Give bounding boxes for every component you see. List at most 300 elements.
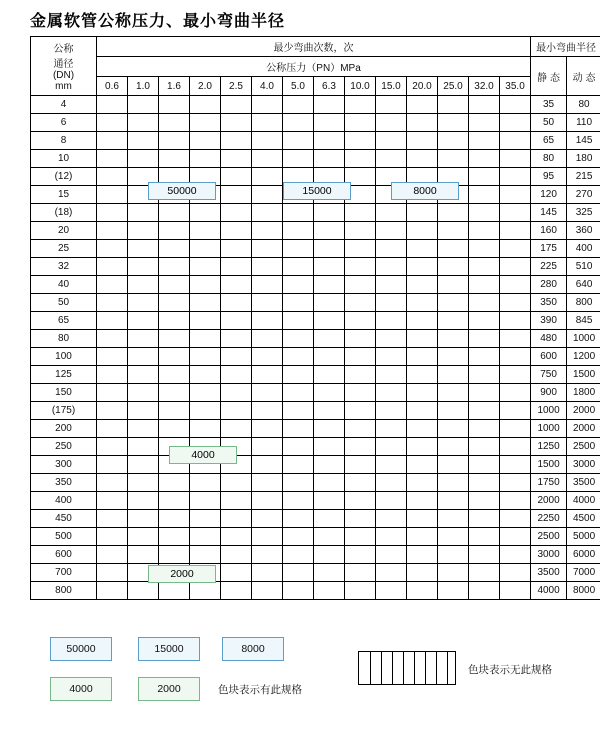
header-pn-8: 10.0 [345, 77, 376, 96]
cell-r0-c1 [128, 96, 159, 114]
cell-r8-c12 [469, 240, 500, 258]
cell-r0-c12 [469, 96, 500, 114]
cell-r23-c5 [252, 510, 283, 528]
cell-r25-c9 [376, 546, 407, 564]
table-row [31, 366, 600, 384]
header-pn-12: 32.0 [469, 77, 500, 96]
cell-r26-c12 [469, 564, 500, 582]
cell-r13-c2 [159, 330, 190, 348]
cell-r14-c6 [283, 348, 314, 366]
header-pn-11: 25.0 [438, 77, 469, 96]
cell-r25-c5 [252, 546, 283, 564]
row-dn-label: 400 [31, 492, 97, 510]
cell-r16-c2 [159, 384, 190, 402]
cell-r18-c13 [500, 420, 531, 438]
cell-r25-c12 [469, 546, 500, 564]
header-dn-line4: mm [55, 81, 72, 92]
cell-r12-c5 [252, 312, 283, 330]
table-row [31, 384, 600, 402]
cell-r17-c10 [407, 402, 438, 420]
cell-r12-c9 [376, 312, 407, 330]
cell-r22-c10 [407, 492, 438, 510]
cell-r6-c10 [407, 204, 438, 222]
header-pn-6: 5.0 [283, 77, 314, 96]
cell-r27-c3 [190, 582, 221, 600]
cell-r25-c4 [221, 546, 252, 564]
cell-r3-c10 [407, 150, 438, 168]
cell-r11-c10 [407, 294, 438, 312]
cell-r27-c4 [221, 582, 252, 600]
table-row [31, 456, 600, 474]
row-static-radius: 3000 [531, 546, 567, 564]
row-dn-label: 700 [31, 564, 97, 582]
row-dn-label: 65 [31, 312, 97, 330]
cell-r21-c1 [128, 474, 159, 492]
cell-r10-c4 [221, 276, 252, 294]
cell-r1-c2 [159, 114, 190, 132]
cell-r10-c6 [283, 276, 314, 294]
cell-r9-c4 [221, 258, 252, 276]
cell-r24-c13 [500, 528, 531, 546]
cell-r15-c1 [128, 366, 159, 384]
cell-r10-c10 [407, 276, 438, 294]
cell-r0-c2 [159, 96, 190, 114]
cell-r11-c1 [128, 294, 159, 312]
cell-r12-c10 [407, 312, 438, 330]
cell-r26-c0 [97, 564, 128, 582]
cell-r17-c1 [128, 402, 159, 420]
cell-r20-c12 [469, 456, 500, 474]
cell-r4-c0 [97, 168, 128, 186]
cell-r8-c3 [190, 240, 221, 258]
header-dn-cell [31, 37, 97, 96]
cell-r24-c1 [128, 528, 159, 546]
cell-r9-c6 [283, 258, 314, 276]
cell-r23-c10 [407, 510, 438, 528]
row-dynamic-radius: 180 [567, 150, 600, 168]
cell-r8-c10 [407, 240, 438, 258]
cell-r2-c10 [407, 132, 438, 150]
row-dynamic-radius: 5000 [567, 528, 600, 546]
row-static-radius: 600 [531, 348, 567, 366]
cell-r11-c4 [221, 294, 252, 312]
table-row [31, 222, 600, 240]
cell-r14-c1 [128, 348, 159, 366]
row-dynamic-radius: 7000 [567, 564, 600, 582]
row-static-radius: 480 [531, 330, 567, 348]
table-row [31, 582, 600, 600]
cell-r21-c10 [407, 474, 438, 492]
cell-r21-c9 [376, 474, 407, 492]
cell-r6-c11 [438, 204, 469, 222]
row-static-radius: 1000 [531, 402, 567, 420]
cell-r16-c1 [128, 384, 159, 402]
cell-r21-c5 [252, 474, 283, 492]
row-dynamic-radius: 3000 [567, 456, 600, 474]
cell-r15-c12 [469, 366, 500, 384]
cell-r18-c11 [438, 420, 469, 438]
cell-r18-c2 [159, 420, 190, 438]
cell-r27-c10 [407, 582, 438, 600]
row-dynamic-radius: 1800 [567, 384, 600, 402]
cell-r1-c3 [190, 114, 221, 132]
header-radius-group: 最小弯曲半径 [531, 37, 600, 57]
cell-r14-c5 [252, 348, 283, 366]
cell-r16-c8 [345, 384, 376, 402]
header-dn-line1: 公称 [53, 44, 74, 55]
cell-r0-c4 [221, 96, 252, 114]
cell-r11-c3 [190, 294, 221, 312]
cell-r6-c9 [376, 204, 407, 222]
cell-r0-c9 [376, 96, 407, 114]
cell-r7-c6 [283, 222, 314, 240]
cell-r8-c11 [438, 240, 469, 258]
row-static-radius: 1250 [531, 438, 567, 456]
cell-r7-c10 [407, 222, 438, 240]
cell-r25-c11 [438, 546, 469, 564]
table-row [31, 564, 600, 582]
cell-r17-c11 [438, 402, 469, 420]
cell-r25-c13 [500, 546, 531, 564]
row-static-radius: 1750 [531, 474, 567, 492]
cell-r23-c8 [345, 510, 376, 528]
cell-r1-c5 [252, 114, 283, 132]
cell-r20-c7 [314, 456, 345, 474]
row-dn-label: 25 [31, 240, 97, 258]
cell-r21-c4 [221, 474, 252, 492]
table-row [31, 348, 600, 366]
row-dn-label: 15 [31, 186, 97, 204]
cell-r21-c8 [345, 474, 376, 492]
cell-r16-c7 [314, 384, 345, 402]
cell-r14-c13 [500, 348, 531, 366]
overlay-label-2000: 2000 [148, 565, 216, 583]
row-dynamic-radius: 1200 [567, 348, 600, 366]
cell-r12-c1 [128, 312, 159, 330]
row-dynamic-radius: 215 [567, 168, 600, 186]
cell-r9-c12 [469, 258, 500, 276]
cell-r17-c5 [252, 402, 283, 420]
legend-note-white: 色块表示无此规格 [468, 664, 552, 676]
cell-r17-c6 [283, 402, 314, 420]
cell-r22-c2 [159, 492, 190, 510]
cell-r1-c6 [283, 114, 314, 132]
table-row [31, 474, 600, 492]
cell-r26-c13 [500, 564, 531, 582]
cell-r2-c4 [221, 132, 252, 150]
cell-r25-c8 [345, 546, 376, 564]
row-dynamic-radius: 110 [567, 114, 600, 132]
cell-r9-c0 [97, 258, 128, 276]
cell-r18-c7 [314, 420, 345, 438]
cell-r15-c8 [345, 366, 376, 384]
cell-r2-c7 [314, 132, 345, 150]
cell-r21-c3 [190, 474, 221, 492]
row-static-radius: 2250 [531, 510, 567, 528]
cell-r24-c9 [376, 528, 407, 546]
cell-r15-c0 [97, 366, 128, 384]
row-dn-label: 150 [31, 384, 97, 402]
row-dynamic-radius: 2500 [567, 438, 600, 456]
cell-r20-c0 [97, 456, 128, 474]
cell-r7-c3 [190, 222, 221, 240]
cell-r23-c6 [283, 510, 314, 528]
cell-r26-c7 [314, 564, 345, 582]
cell-r12-c8 [345, 312, 376, 330]
table-row [31, 114, 600, 132]
cell-r22-c5 [252, 492, 283, 510]
spec-table [30, 36, 600, 600]
cell-r11-c8 [345, 294, 376, 312]
cell-r16-c11 [438, 384, 469, 402]
cell-r13-c1 [128, 330, 159, 348]
row-dynamic-radius: 360 [567, 222, 600, 240]
cell-r9-c11 [438, 258, 469, 276]
cell-r0-c7 [314, 96, 345, 114]
cell-r4-c4 [221, 168, 252, 186]
cell-r27-c0 [97, 582, 128, 600]
header-pn-group: 公称压力（PN）MPa [97, 57, 531, 77]
row-static-radius: 225 [531, 258, 567, 276]
cell-r2-c6 [283, 132, 314, 150]
cell-r5-c5 [252, 186, 283, 204]
cell-r8-c5 [252, 240, 283, 258]
cell-r13-c7 [314, 330, 345, 348]
cell-r5-c0 [97, 186, 128, 204]
cell-r7-c13 [500, 222, 531, 240]
table-row [31, 258, 600, 276]
cell-r3-c1 [128, 150, 159, 168]
cell-r9-c9 [376, 258, 407, 276]
row-dn-label: 100 [31, 348, 97, 366]
row-static-radius: 1000 [531, 420, 567, 438]
cell-r7-c5 [252, 222, 283, 240]
cell-r3-c3 [190, 150, 221, 168]
cell-r15-c6 [283, 366, 314, 384]
row-dn-label: 6 [31, 114, 97, 132]
cell-r16-c4 [221, 384, 252, 402]
cell-r19-c6 [283, 438, 314, 456]
cell-r20-c6 [283, 456, 314, 474]
cell-r6-c13 [500, 204, 531, 222]
cell-r10-c3 [190, 276, 221, 294]
cell-r19-c12 [469, 438, 500, 456]
row-dn-label: 80 [31, 330, 97, 348]
cell-r10-c0 [97, 276, 128, 294]
row-dn-label: 250 [31, 438, 97, 456]
row-static-radius: 120 [531, 186, 567, 204]
cell-r3-c5 [252, 150, 283, 168]
cell-r19-c7 [314, 438, 345, 456]
cell-r20-c5 [252, 456, 283, 474]
cell-r6-c0 [97, 204, 128, 222]
cell-r14-c4 [221, 348, 252, 366]
table-body [31, 37, 600, 600]
cell-r1-c13 [500, 114, 531, 132]
cell-r22-c1 [128, 492, 159, 510]
cell-r0-c13 [500, 96, 531, 114]
cell-r19-c8 [345, 438, 376, 456]
cell-r24-c2 [159, 528, 190, 546]
cell-r8-c7 [314, 240, 345, 258]
cell-r10-c2 [159, 276, 190, 294]
cell-r9-c13 [500, 258, 531, 276]
cell-r18-c0 [97, 420, 128, 438]
cell-r18-c8 [345, 420, 376, 438]
cell-r0-c5 [252, 96, 283, 114]
cell-r15-c7 [314, 366, 345, 384]
row-dn-label: 10 [31, 150, 97, 168]
cell-r25-c1 [128, 546, 159, 564]
cell-r13-c9 [376, 330, 407, 348]
cell-r17-c13 [500, 402, 531, 420]
table-row [31, 510, 600, 528]
cell-r13-c12 [469, 330, 500, 348]
cell-r11-c13 [500, 294, 531, 312]
row-dn-label: 450 [31, 510, 97, 528]
cell-r8-c8 [345, 240, 376, 258]
cell-r24-c12 [469, 528, 500, 546]
header-pn-1: 1.0 [128, 77, 159, 96]
cell-r3-c13 [500, 150, 531, 168]
legend [30, 633, 571, 723]
row-static-radius: 95 [531, 168, 567, 186]
cell-r24-c11 [438, 528, 469, 546]
cell-r12-c4 [221, 312, 252, 330]
cell-r18-c9 [376, 420, 407, 438]
cell-r6-c3 [190, 204, 221, 222]
row-dn-label: 200 [31, 420, 97, 438]
cell-r0-c3 [190, 96, 221, 114]
cell-r12-c11 [438, 312, 469, 330]
cell-r1-c10 [407, 114, 438, 132]
cell-r21-c6 [283, 474, 314, 492]
cell-r26-c6 [283, 564, 314, 582]
row-dynamic-radius: 80 [567, 96, 600, 114]
cell-r0-c10 [407, 96, 438, 114]
cell-r24-c10 [407, 528, 438, 546]
cell-r17-c7 [314, 402, 345, 420]
cell-r22-c11 [438, 492, 469, 510]
cell-r17-c8 [345, 402, 376, 420]
cell-r3-c2 [159, 150, 190, 168]
cell-r8-c2 [159, 240, 190, 258]
cell-r2-c11 [438, 132, 469, 150]
cell-r2-c12 [469, 132, 500, 150]
cell-r3-c12 [469, 150, 500, 168]
cell-r13-c6 [283, 330, 314, 348]
cell-r18-c4 [221, 420, 252, 438]
cell-r8-c1 [128, 240, 159, 258]
row-dn-label: 800 [31, 582, 97, 600]
row-dn-label: 32 [31, 258, 97, 276]
legend-box-2000: 2000 [138, 677, 200, 701]
cell-r13-c3 [190, 330, 221, 348]
cell-r14-c11 [438, 348, 469, 366]
cell-r18-c6 [283, 420, 314, 438]
cell-r6-c4 [221, 204, 252, 222]
cell-r25-c7 [314, 546, 345, 564]
table-row [31, 546, 600, 564]
cell-r12-c13 [500, 312, 531, 330]
row-dn-label: 500 [31, 528, 97, 546]
cell-r0-c6 [283, 96, 314, 114]
cell-r14-c12 [469, 348, 500, 366]
cell-r27-c1 [128, 582, 159, 600]
cell-r18-c3 [190, 420, 221, 438]
cell-r11-c7 [314, 294, 345, 312]
cell-r17-c9 [376, 402, 407, 420]
cell-r10-c1 [128, 276, 159, 294]
cell-r23-c9 [376, 510, 407, 528]
cell-r2-c9 [376, 132, 407, 150]
cell-r2-c2 [159, 132, 190, 150]
cell-r3-c4 [221, 150, 252, 168]
table-row [31, 96, 600, 114]
row-dn-label: 8 [31, 132, 97, 150]
cell-r0-c0 [97, 96, 128, 114]
cell-r9-c10 [407, 258, 438, 276]
cell-r24-c7 [314, 528, 345, 546]
row-dn-label: 40 [31, 276, 97, 294]
header-pn-5: 4.0 [252, 77, 283, 96]
header-dn-line2: 通径 [53, 59, 74, 70]
cell-r1-c1 [128, 114, 159, 132]
cell-r22-c6 [283, 492, 314, 510]
overlay-label-8000: 8000 [391, 182, 459, 200]
cell-r5-c13 [500, 186, 531, 204]
cell-r22-c9 [376, 492, 407, 510]
cell-r16-c5 [252, 384, 283, 402]
table-row [31, 330, 600, 348]
row-dynamic-radius: 8000 [567, 582, 600, 600]
cell-r22-c4 [221, 492, 252, 510]
row-static-radius: 65 [531, 132, 567, 150]
row-static-radius: 80 [531, 150, 567, 168]
cell-r27-c7 [314, 582, 345, 600]
cell-r21-c11 [438, 474, 469, 492]
cell-r22-c13 [500, 492, 531, 510]
cell-r22-c8 [345, 492, 376, 510]
cell-r7-c4 [221, 222, 252, 240]
cell-r18-c1 [128, 420, 159, 438]
cell-r15-c5 [252, 366, 283, 384]
table-row [31, 276, 600, 294]
row-dynamic-radius: 325 [567, 204, 600, 222]
cell-r7-c8 [345, 222, 376, 240]
cell-r20-c9 [376, 456, 407, 474]
row-static-radius: 4000 [531, 582, 567, 600]
cell-r3-c9 [376, 150, 407, 168]
cell-r25-c3 [190, 546, 221, 564]
table-row [31, 132, 600, 150]
row-static-radius: 3500 [531, 564, 567, 582]
cell-r23-c12 [469, 510, 500, 528]
cell-r16-c6 [283, 384, 314, 402]
cell-r14-c7 [314, 348, 345, 366]
cell-r7-c1 [128, 222, 159, 240]
legend-box-50000: 50000 [50, 637, 112, 661]
cell-r27-c12 [469, 582, 500, 600]
row-static-radius: 1500 [531, 456, 567, 474]
cell-r13-c5 [252, 330, 283, 348]
cell-r0-c11 [438, 96, 469, 114]
cell-r26-c9 [376, 564, 407, 582]
cell-r5-c12 [469, 186, 500, 204]
cell-r2-c5 [252, 132, 283, 150]
header-pn-3: 2.0 [190, 77, 221, 96]
cell-r13-c10 [407, 330, 438, 348]
